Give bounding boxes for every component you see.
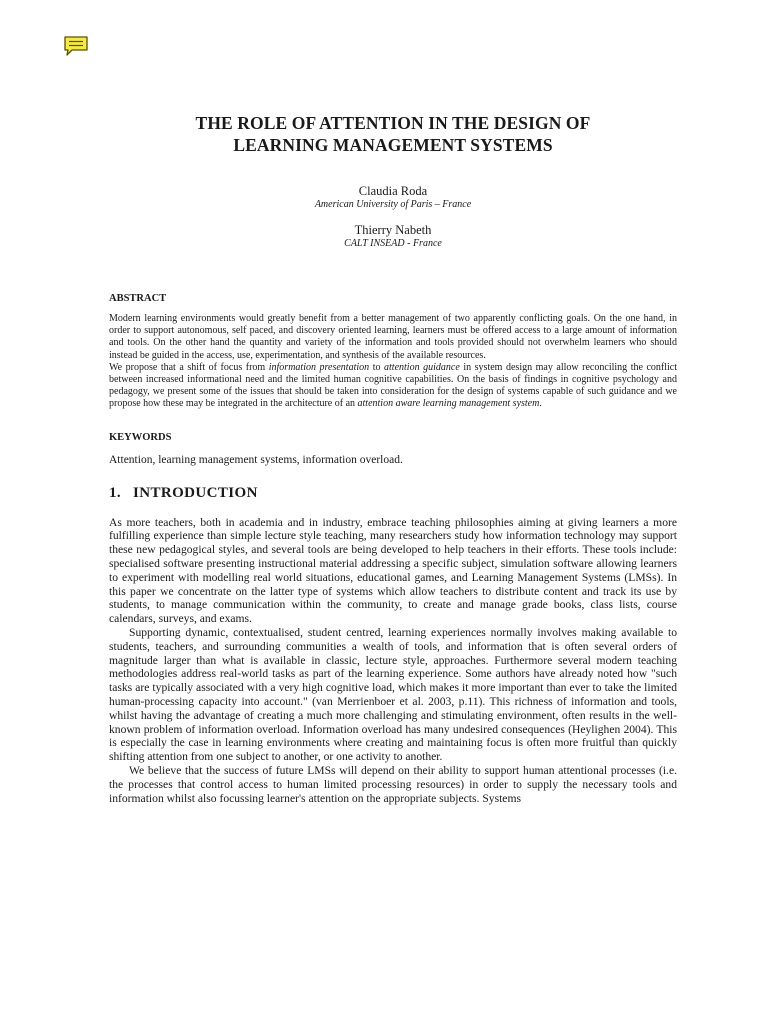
introduction-body bbox=[109, 516, 677, 806]
abstract-heading: ABSTRACT bbox=[109, 293, 167, 304]
paper-page bbox=[109, 112, 677, 805]
abstract-paragraph: We propose that a shift of focus from information presentation to attention guidance in system design may allow reconciling the conflict between increased informational need and the limited human cognitive capabilities. On the basis of findings in cognitive psychology and pedagogy, we present some of the issues that should be taken into consideration for the design of systems capable of such guidance and we propose how these may be integrated in the architecture of an attention aware learning management system. bbox=[109, 361, 677, 410]
emphasis-term: information presentation bbox=[268, 361, 370, 373]
author-name: Thierry Nabeth bbox=[354, 223, 432, 237]
abstract-body bbox=[109, 313, 677, 411]
section-heading bbox=[109, 484, 677, 502]
body-paragraph: Supporting dynamic, contextualised, student centred, learning experiences normally involves making available to students, teachers, and surrounding communities a wealth of tools, and information that is often several orders of magnitude larger than what is available in classic, lecture style, approaches. Furthermore several modern teaching methodologies address real-world tasks as part of the learning experience. Some authors have already noted how "such tasks are typically associated with a very high cognitive load, which makes it more important than ever to take the limited human-processing capacity into account." (van Merrienboer et al. 2003, p.11). This richness of information and tools, whilst having the advantage of creating a much more challenging and stimulating environment, often results in the well-known problem of information overload. Information overload has many undesired consequences (Heylighen 2004). This is especially the case in learning environments where creating and maintaining focus is often more fruitful than quickly shifting attention from one subject to another, or one activity to another. bbox=[109, 626, 677, 764]
body-paragraph: As more teachers, both in academia and in industry, embrace teaching philosophies aiming at giving learners a more fulfilling experience than simple lecture style teaching, many researchers study how information technology may support these new pedagogical styles, and several tools are being developed to help teachers in their efforts. These tools include: specialised software presenting instructional material addressing a specific subject, simulation software allowing learners to experiment with modelling real world situations, educational games, and Learning Management Systems (LMSs). In this paper we concentrate on the latter type of systems which allow teachers to distribute content and track its use by students, to manage communication within the community, to create and manage grade books, class lists, course calendars, surveys, and exams. bbox=[109, 515, 677, 626]
author-name: Claudia Roda bbox=[358, 184, 428, 198]
paper-title bbox=[109, 112, 677, 156]
author-affiliation: American University of Paris – France bbox=[314, 199, 472, 210]
title-line-2: LEARNING MANAGEMENT SYSTEMS bbox=[233, 135, 553, 155]
body-paragraph: We believe that the success of future LMSs will depend on their ability to support human attentional processes (i.e. the processes that control access to human limited processing resources) in order to supply the necessary tools and information whilst also focussing learner's attention on the appropriate subjects. Systems bbox=[109, 763, 677, 805]
section-title: INTRODUCTION bbox=[133, 484, 258, 501]
author-affiliation: CALT INSEAD - France bbox=[344, 238, 442, 249]
section-number: 1. bbox=[109, 484, 122, 501]
emphasis-term: attention guidance bbox=[384, 361, 460, 373]
title-line-1: THE ROLE OF ATTENTION IN THE DESIGN OF bbox=[195, 113, 591, 133]
keywords-text: Attention, learning management systems, information overload. bbox=[109, 453, 403, 466]
abstract-paragraph: Modern learning environments would greatly benefit from a better management of two apparently conflicting goals. On the one hand, in order to support autonomous, self paced, and discovery oriented learning, learners must be offered access to a large amount of information and tools. On the other hand the quantity and variety of the information and tools provided should not overwhelm learners who should instead be guided in the access, use, experimentation, and synthesis of the available resources. bbox=[109, 313, 677, 361]
emphasis-term: attention aware learning management system bbox=[357, 398, 540, 410]
keywords-heading: KEYWORDS bbox=[109, 431, 172, 443]
comment-note-icon[interactable] bbox=[62, 34, 90, 58]
